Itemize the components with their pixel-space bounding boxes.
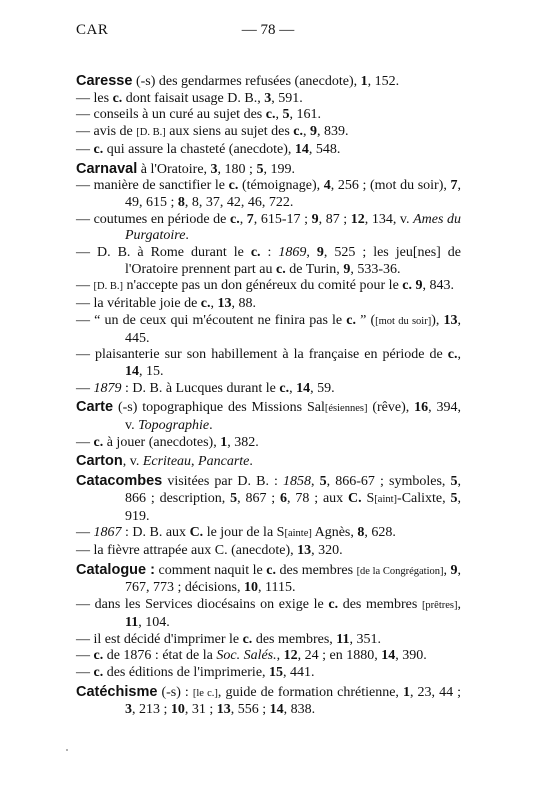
entry-text-run: des membres xyxy=(338,597,422,613)
entry-text-run: (-s) topographique des Missions Sal xyxy=(113,400,325,416)
index-headword-entry xyxy=(76,473,461,525)
entry-text-run: [ainte] xyxy=(284,528,312,540)
index-subentry xyxy=(76,245,461,278)
entry-text-run: — il est décidé d'imprimer le xyxy=(76,631,243,647)
entry-text-run: , 838. xyxy=(283,702,316,718)
entry-text-run: , 104. xyxy=(138,614,170,630)
entry-text-run: , 320. xyxy=(311,542,343,558)
entry-text-run: 11 xyxy=(125,614,139,630)
entry-text-run: , xyxy=(275,107,283,123)
entry-text-run: 9 xyxy=(343,261,351,277)
entry-text-run: qui assure la chasteté (anecdote), xyxy=(103,141,295,157)
entry-text-run: , 180 ; xyxy=(217,161,257,177)
entry-text-run: C. xyxy=(189,525,204,541)
entry-text-run: , 134, v. xyxy=(364,211,414,227)
index-subentry xyxy=(76,632,461,649)
headword: Caresse xyxy=(76,73,133,89)
entry-text-run: [D. B.] xyxy=(136,127,166,139)
entry-text-run: c. xyxy=(200,296,211,312)
entry-text-run: , 441. xyxy=(283,664,315,680)
entry-text-run: 13 xyxy=(443,312,458,328)
entry-text-run: , 256 ; (mot du soir), xyxy=(330,178,451,194)
entry-text-run: — manière de sanctifier le xyxy=(76,178,229,194)
entry-text-run: — dans les Services diocésains on exige le xyxy=(76,597,329,613)
entry-text-run: c. xyxy=(266,562,276,578)
index-subentry xyxy=(76,107,461,124)
entry-text-run: 1 xyxy=(360,74,368,89)
entry-text-run: 15 xyxy=(269,664,284,680)
entry-text-run: 9 xyxy=(415,278,423,294)
entry-text-run: , xyxy=(457,347,461,363)
entry-text-run: — plaisanterie sur son habillement à la française en période de xyxy=(76,347,448,363)
entry-text-run: [ésiennes] xyxy=(324,403,368,415)
headword: Carton xyxy=(76,453,123,470)
entry-text-run: c. xyxy=(250,245,261,261)
entry-text-run: c. xyxy=(93,141,104,157)
index-headword-entry xyxy=(76,562,461,597)
index-entries xyxy=(76,73,461,719)
entry-text-run: Pancarte xyxy=(198,454,250,470)
entry-text-run: — xyxy=(76,664,94,680)
entry-text-run: , 31 ; xyxy=(184,702,217,718)
entry-text-run: , xyxy=(191,454,199,470)
entry-text-run: comment naquit le xyxy=(154,562,267,578)
entry-text-run: 13 xyxy=(216,702,231,718)
entry-text-run: 5 xyxy=(256,161,264,177)
entry-text-run: : D. B. aux xyxy=(121,525,190,541)
entry-text-run: 5 xyxy=(230,490,238,506)
entry-text-run: , 382. xyxy=(227,434,259,450)
entry-text-run: (-s) : xyxy=(157,684,193,700)
entry-text-run: , xyxy=(239,211,247,227)
entry-text-run: 16 xyxy=(414,400,429,416)
entry-text-run: — xyxy=(76,141,94,157)
entry-text-run: , 8, 37, 42, 46, 722. xyxy=(184,194,294,210)
headword: Carte xyxy=(76,399,114,416)
entry-text-run: 6 xyxy=(280,490,288,506)
headword: Catacombes xyxy=(76,473,163,490)
entry-text-run: 11 xyxy=(336,631,350,647)
index-subentry xyxy=(76,543,461,560)
entry-text-run: 14 xyxy=(294,141,309,157)
entry-text-run: , 767, 773 ; décisions, xyxy=(125,562,462,596)
entry-text-run: : xyxy=(260,245,279,261)
index-subentry xyxy=(76,278,461,296)
entry-text-run: , 213 ; xyxy=(132,702,171,718)
entry-text-run: Soc. Salés. xyxy=(216,648,277,664)
entry-text-run: , 152. xyxy=(367,74,400,89)
entry-text-run: , 15. xyxy=(139,363,164,379)
entry-text-run: C. xyxy=(348,490,362,506)
entry-text-run: des éditions de l'imprimerie, xyxy=(103,664,270,680)
entry-text-run: c. xyxy=(447,347,458,363)
entry-text-run: . xyxy=(185,228,189,244)
index-subentry xyxy=(76,212,461,245)
index-subentry xyxy=(76,648,461,665)
entry-text-run: , 161. xyxy=(289,107,321,123)
entry-text-run: c. xyxy=(265,107,276,123)
entry-text-run: : D. B. à Lucques durant le xyxy=(121,380,280,396)
index-subentry xyxy=(76,435,461,452)
entry-text-run: , 525 ; les jeu[nes] de l'Oratoire prennent part au xyxy=(125,245,462,277)
entry-text-run: c. xyxy=(346,312,356,328)
entry-text-run: — D. B. à Rome durant le xyxy=(76,245,251,261)
index-subentry xyxy=(76,142,461,159)
entry-text-run: de 1876 : état de la xyxy=(103,648,217,664)
entry-text-run: , 1115. xyxy=(258,580,296,596)
entry-text-run: — xyxy=(76,380,94,396)
entry-text-run: 9 xyxy=(450,562,458,578)
entry-text-run: — les xyxy=(76,90,113,106)
entry-text-run: — xyxy=(76,434,94,450)
entry-text-run: . xyxy=(209,418,213,434)
entry-text-run: n'accepte pas un don généreux du comité pour le xyxy=(122,278,403,294)
entry-text-run: 5 xyxy=(319,474,327,490)
entry-text-run: c. xyxy=(279,380,290,396)
entry-text-run: , 866-67 ; symboles, xyxy=(326,474,451,490)
running-head-title: CAR xyxy=(76,22,109,38)
entry-text-run: à jouer (anecdotes), xyxy=(103,434,221,450)
entry-text-run: 7 xyxy=(450,178,458,194)
entry-text-run: des gendarmes refusées (anecdote), xyxy=(158,74,361,89)
entry-text-run: 12 xyxy=(350,211,365,227)
entry-text-run: — coutumes en période de xyxy=(76,211,230,227)
entry-text-run: , 866 ; description, xyxy=(125,474,461,506)
entry-text-run: 9 xyxy=(311,211,319,227)
entry-text-run: , xyxy=(302,124,310,140)
entry-text-run: , v. xyxy=(122,454,143,470)
entry-text-run: (rêve), xyxy=(367,400,415,416)
entry-text-run: , xyxy=(457,597,461,613)
entry-text-run: 5 xyxy=(450,474,458,490)
entry-text-run: 4 xyxy=(323,178,331,194)
entry-text-run: 1 xyxy=(402,684,410,700)
entry-text-run: 1 xyxy=(220,434,228,450)
index-headword-entry xyxy=(76,684,461,719)
entry-text-run: c. xyxy=(93,648,104,664)
entry-text-run: aux siens au sujet des xyxy=(165,124,294,140)
entry-text-run: 14 xyxy=(296,380,311,396)
entry-text-run: , 59. xyxy=(310,380,335,396)
entry-text-run: , 351. xyxy=(349,631,382,647)
entry-text-run: , 556 ; xyxy=(230,702,270,718)
entry-text-run: — “ un de ceux qui m'écoutent ne finira pas le xyxy=(76,312,347,328)
entry-text-run: c. xyxy=(228,178,239,194)
entry-text-run: visitées par D. B. : xyxy=(162,474,284,490)
entry-text-run: (-s) xyxy=(132,74,159,89)
entry-text-run: ), xyxy=(431,312,444,328)
entry-text-run: — conseils à un curé au sujet des xyxy=(76,107,266,123)
entry-text-run: c. xyxy=(112,90,123,106)
page-number: — 78 — xyxy=(241,22,295,38)
entry-text-run: — xyxy=(76,278,94,294)
entry-text-run: , xyxy=(210,296,218,312)
entry-text-run: , 843. xyxy=(422,278,454,294)
entry-text-run: 13 xyxy=(217,296,232,312)
entry-text-run: 14 xyxy=(381,648,396,664)
entry-text-run: 14 xyxy=(125,363,139,379)
entry-text-run: — xyxy=(76,525,94,541)
entry-text-run: 3 xyxy=(125,702,132,718)
entry-text-run: , 199. xyxy=(263,161,295,177)
headword: Catalogue : xyxy=(76,561,155,578)
entry-text-run: . xyxy=(249,454,253,470)
entry-text-run: , 445. xyxy=(125,312,462,346)
index-headword-entry xyxy=(76,399,461,434)
entry-text-run: 12 xyxy=(283,648,298,664)
entry-text-run: 9 xyxy=(309,124,317,140)
entry-text-run: 5 xyxy=(282,107,290,123)
index-headword-entry xyxy=(76,73,461,91)
entry-text-run: , 23, 44 ; xyxy=(409,684,461,700)
entry-text-run: [de la Congrégation] xyxy=(356,565,444,577)
entry-text-run: c. xyxy=(402,278,412,294)
entry-text-run: le jour de la S xyxy=(203,525,285,541)
entry-text-run: , 867 ; xyxy=(237,490,281,506)
headword: Carnaval xyxy=(76,160,138,177)
index-subentry xyxy=(76,296,461,313)
index-headword-entry xyxy=(76,161,461,179)
index-subentry xyxy=(76,313,461,347)
index-subentry xyxy=(76,381,461,398)
entry-text-run: — xyxy=(76,648,94,664)
entry-text-run: des membres xyxy=(276,562,357,578)
entry-text-run: 10 xyxy=(244,580,258,596)
entry-text-run: Agnès, xyxy=(311,525,358,541)
index-subentry xyxy=(76,597,461,631)
index-headword-entry xyxy=(76,453,461,471)
entry-text-run: , 839. xyxy=(316,124,349,140)
entry-text-run: 1879 xyxy=(93,380,122,396)
entry-text-run: , 615-17 ; xyxy=(253,211,312,227)
entry-text-run: — avis de xyxy=(76,124,137,140)
entry-text-run: , 591. xyxy=(271,90,303,106)
entry-text-run: [prêtres] xyxy=(421,600,458,612)
entry-text-run: 7 xyxy=(246,211,254,227)
print-speck xyxy=(66,749,68,751)
entry-text-run: c. xyxy=(293,124,303,140)
index-subentry xyxy=(76,347,461,380)
entry-text-run: , 394, v. xyxy=(125,400,461,434)
entry-text-run: 1869 xyxy=(278,245,307,261)
entry-text-run: 8 xyxy=(177,194,185,210)
index-subentry xyxy=(76,665,461,682)
entry-text-run: c. xyxy=(93,664,104,680)
entry-text-run: , xyxy=(306,245,317,261)
running-head xyxy=(76,22,460,42)
entry-text-run: , 24 ; en 1880, xyxy=(297,648,382,664)
entry-text-run: , 533-36. xyxy=(350,261,401,277)
entry-text-run: de Turin, xyxy=(285,261,344,277)
entry-text-run: , 548. xyxy=(308,141,341,157)
entry-text-run: [mot du soir] xyxy=(375,315,432,327)
entry-text-run: , xyxy=(289,380,297,396)
entry-text-run: [D. B.] xyxy=(93,281,123,293)
entry-text-run: — la véritable joie de xyxy=(76,296,201,312)
entry-text-run: , xyxy=(443,562,451,578)
entry-text-run: Ecriteau xyxy=(142,454,192,470)
entry-text-run: , 919. xyxy=(125,490,461,524)
entry-text-run: , 87 ; xyxy=(318,211,351,227)
entry-text-run: , 49, 615 ; xyxy=(125,178,461,210)
entry-text-run: c. xyxy=(276,261,286,277)
entry-text-run: — la fièvre attrapée aux C. (anecdote), xyxy=(76,542,298,558)
entry-text-run: (témoignage), xyxy=(238,178,324,194)
index-subentry xyxy=(76,124,461,142)
entry-text-run: [le c.] xyxy=(192,687,218,699)
index-subentry xyxy=(76,91,461,108)
entry-text-run: , guide de formation chrétienne, xyxy=(217,684,403,700)
entry-text-run: 3 xyxy=(264,90,272,106)
entry-text-run: , 88. xyxy=(231,296,257,312)
index-subentry xyxy=(76,178,461,211)
entry-text-run: , 390. xyxy=(395,648,427,664)
entry-text-run: Ames du Purgatoire xyxy=(125,211,462,244)
entry-text-run: 1867 xyxy=(93,525,122,541)
entry-text-run: c. xyxy=(229,211,240,227)
entry-text-run: à l'Oratoire, xyxy=(137,161,211,177)
entry-text-run: Topographie xyxy=(138,418,210,434)
entry-text-run: ” ( xyxy=(355,312,376,328)
entry-text-run: [aint] xyxy=(374,493,398,505)
entry-text-run: c. xyxy=(328,597,339,613)
entry-text-run: 14 xyxy=(269,702,284,718)
entry-text-run: 13 xyxy=(297,542,312,558)
entry-text-run: 5 xyxy=(450,490,458,506)
headword: Catéchisme xyxy=(76,683,158,700)
entry-text-run: -Calixte, xyxy=(397,490,451,506)
index-subentry xyxy=(76,525,461,543)
entry-text-run: S xyxy=(361,490,375,506)
entry-text-run: 8 xyxy=(357,525,365,541)
entry-text-run: 10 xyxy=(170,702,185,718)
entry-text-run: des membres, xyxy=(252,631,337,647)
entry-text-run: 1858 xyxy=(283,474,312,490)
entry-text-run: 3 xyxy=(210,161,218,177)
entry-text-run: , xyxy=(276,648,284,664)
entry-text-run: , 78 ; aux xyxy=(287,490,349,506)
entry-text-run: dont faisait usage D. B., xyxy=(122,90,265,106)
entry-text-run: 9 xyxy=(316,245,324,261)
entry-text-run: , 628. xyxy=(364,525,396,541)
entry-text-run: , xyxy=(311,474,320,490)
entry-text-run: c. xyxy=(93,434,104,450)
entry-text-run: c. xyxy=(242,631,253,647)
